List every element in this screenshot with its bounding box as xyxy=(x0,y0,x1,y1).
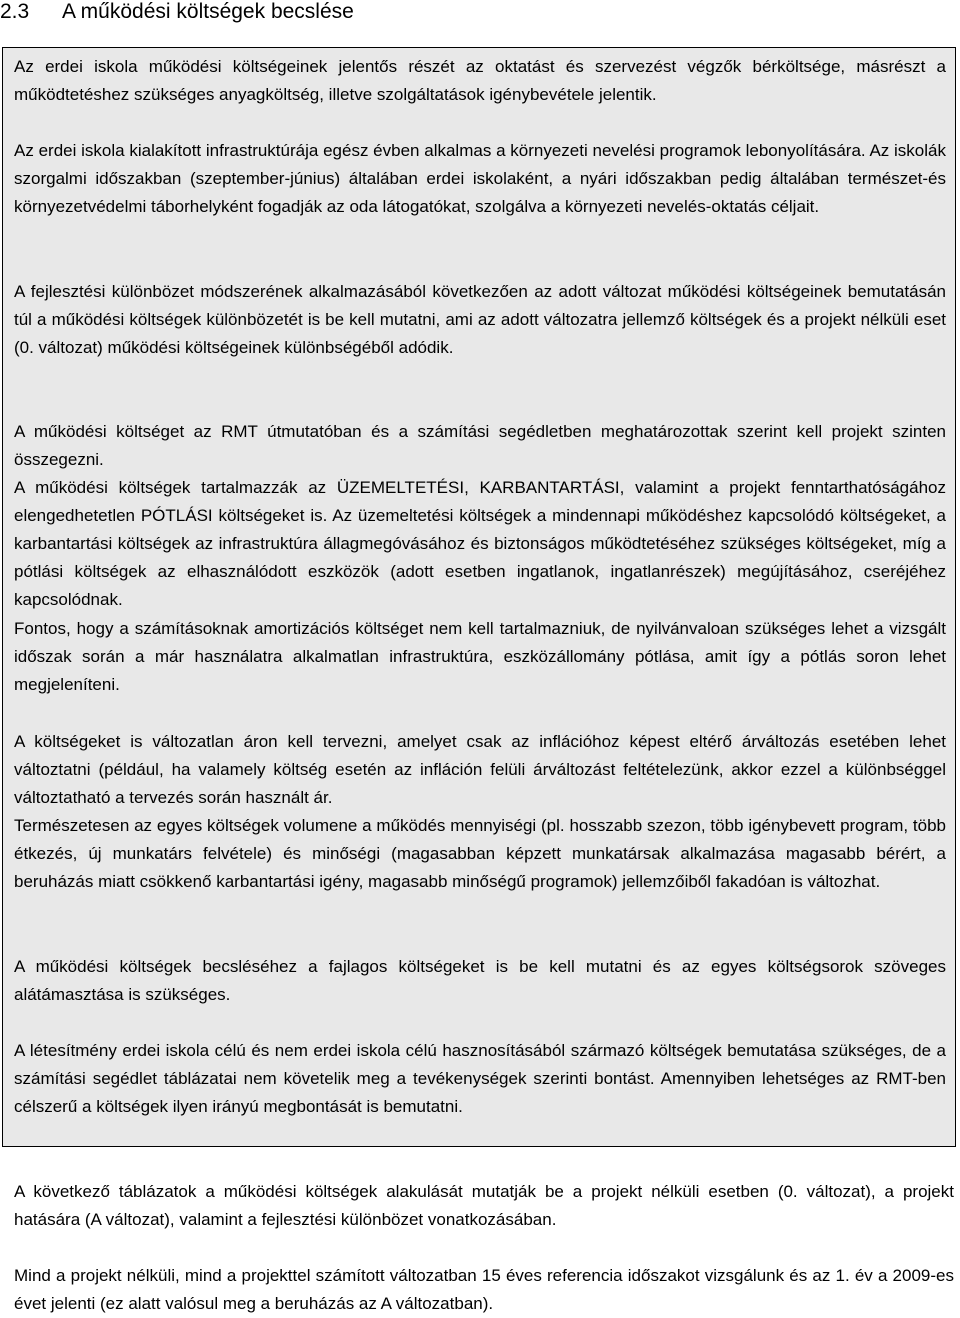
paragraph: Mind a projekt nélküli, mind a projekttel számított változatban 15 éves referencia időszakot vizsgálunk és az 1. év a 2009-es évet jelenti (ez alatt valósul meg a beruházás az A változatban). xyxy=(14,1266,954,1313)
section-title: A működési költségek becslése xyxy=(62,0,354,23)
paragraph: Az erdei iskola kialakított infrastruktúrája egész évben alkalmas a környezeti nevelési programok lebonyolítására. Az iskolák szorgalmi időszakban (szeptember-június) általában erdei iskolaként, a nyári időszakban pedig általában természet-és környezetvédelmi táborhelyként fogadják az oda látogatókat, szolgálva a környezeti nevelés-oktatás céljait. xyxy=(14,141,946,216)
section-heading xyxy=(0,0,354,30)
paragraph: A fejlesztési különbözet módszerének alkalmazásából következően az adott változat működési költségeinek bemutatásán túl a működési költségek különbözetét is be kell mutatni, ami az adott változatra jellemző költségek és a projekt nélküli eset (0. változat) működési költségeinek különbségéből adódik. xyxy=(14,282,946,357)
section-number: 2.3 xyxy=(0,0,30,23)
paragraph: Természetesen az egyes költségek volumene a működés mennyiségi (pl. hosszabb szezon, több igénybevett program, több étkezés, új munkatárs felvétele) és minőségi (magasabban képzett munkatársak alkalmazása magasabb bérért, a beruházás miatt csökkenő karbantartási igény, magasabb minőségű programok) jellemzőiből fakadóan is változhat. xyxy=(14,816,946,891)
paragraph: A működési költségek tartalmazzák az ÜZEMELTETÉSI, KARBANTARTÁSI, valamint a projekt fenntarthatóságához elengedhetetlen PÓTLÁSI költségeket is. Az üzemeltetési költségek a mindennapi működéshez kapcsolódó költségeket, a karbantartási költségek az infrastruktúra állagmegóvásához és biztonságos működtetéséhez szükséges költségeket, míg a pótlási költségek az elhasználódott eszközök (adott esetben ingatlanok, ingatlanrészek) megújításához, cseréjéhez kapcsolódnak. xyxy=(14,478,946,609)
paragraph: Az erdei iskola működési költségeinek jelentős részét az oktatást és szervezést végzők bérköltsége, másrészt a működtetéshez szükséges anyagköltség, illetve szolgáltatások igénybevétele jelentik. xyxy=(14,57,946,104)
paragraph: A költségeket is változatlan áron kell tervezni, amelyet csak az inflációhoz képest eltérő árváltozás esetében lehet változtatni (például, ha valamely költség esetén az infláción felüli árváltozást feltételezünk, akkor ezzel a különbséggel változtatható a tervezés során használt ár. xyxy=(14,732,946,807)
paragraph: A működési költséget az RMT útmutatóban és a számítási segédletben meghatározottak szerint kell projekt szinten összegezni. xyxy=(14,422,946,469)
paragraph: A működési költségek becsléséhez a fajlagos költségeket is be kell mutatni és az egyes költségsorok szöveges alátámasztása is szükséges. xyxy=(14,957,946,1004)
paragraph: A következő táblázatok a működési költségek alakulását mutatják be a projekt nélküli esetben (0. változat), a projekt hatására (A változat), valamint a fejlesztési különbözet vonatkozásában. xyxy=(14,1182,954,1229)
paragraph: A létesítmény erdei iskola célú és nem erdei iskola célú hasznosításából származó költségek bemutatása szükséges, de a számítási segédlet táblázatai nem követelik meg a tevékenységek szerinti bontást. Amennyiben lehetséges az RMT-ben célszerű a költségek ilyen irányú megbontását is bemutatni. xyxy=(14,1041,946,1116)
paragraph: Fontos, hogy a számításoknak amortizációs költséget nem kell tartalmazniuk, de nyilvánvaloan szükséges lehet a vizsgált időszak során a már használatra alkalmatlan infrastruktúra, eszközállomány pótlása, amit így a pótlás soron lehet megjeleníteni. xyxy=(14,619,946,694)
